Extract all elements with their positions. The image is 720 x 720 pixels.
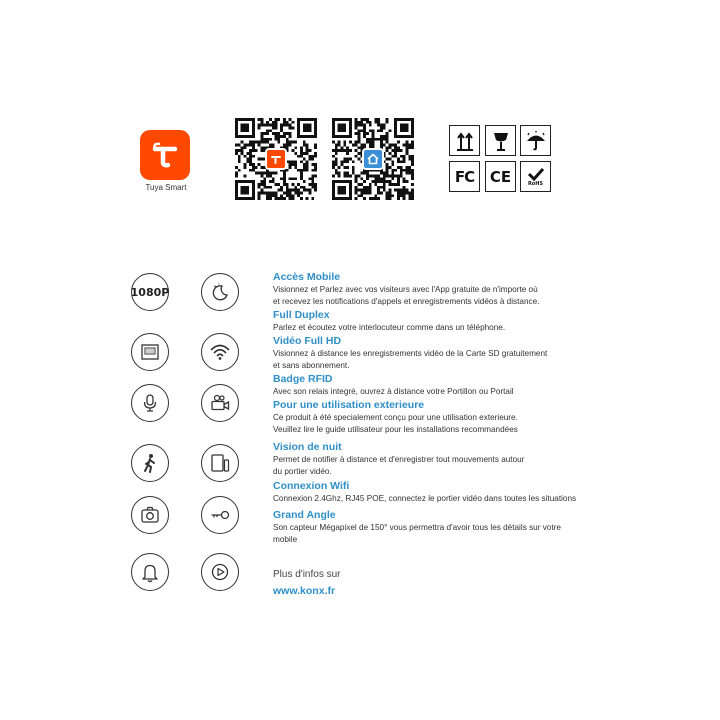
feature-description: Visionnez et Parlez avec vos visiteurs avec l'App gratuite de n'importe où et recevez les notifications d'appels et enregistrements vidéos à distance. bbox=[273, 285, 540, 306]
feature-item bbox=[273, 509, 613, 546]
website-link[interactable]: www.konx.fr bbox=[273, 585, 336, 597]
feature-description: Visionnez à distance les enregistrements vidéo de la Carte SD gratuitement et sans abonnement. bbox=[273, 349, 548, 370]
qr-finder-square bbox=[235, 180, 255, 200]
feature-description: Son capteur Mégapixel de 150° vous permettra d'avoir tous les détails sur votre mobile bbox=[273, 523, 561, 544]
feature-description: Permet de notifier à distance et d'enregistrer tout mouvements autour du portier vidéo. bbox=[273, 455, 525, 476]
key-icon bbox=[201, 496, 239, 534]
keep-dry-umbrella-icon bbox=[520, 125, 551, 156]
feature-description: Parlez et écoutez votre interlocuteur comme dans un téléphone. bbox=[273, 323, 506, 332]
1080p-icon: 1080P bbox=[131, 273, 169, 311]
microphone-icon bbox=[131, 384, 169, 422]
smartlife-qr-code bbox=[332, 118, 414, 205]
qr-finder-square bbox=[332, 180, 352, 200]
night-moon-icon bbox=[201, 273, 239, 311]
tablet-phone-icon bbox=[201, 444, 239, 482]
fc-mark: FC bbox=[449, 161, 480, 192]
feature-description: Ce produit à été specialement conçu pour une utilisation exterieure. Veuillez lire le guide utilisateur pour les installations recommandées bbox=[273, 413, 518, 434]
wifi-icon bbox=[201, 333, 239, 371]
rohs-mark: RoHS bbox=[520, 161, 551, 192]
feature-item bbox=[273, 373, 613, 398]
tuya-smart-logo bbox=[140, 130, 190, 180]
feature-title: Full Duplex bbox=[273, 309, 330, 321]
feature-item bbox=[273, 335, 613, 372]
feature-item bbox=[273, 480, 613, 505]
feature-title: Vision de nuit bbox=[273, 441, 342, 453]
home-icon bbox=[362, 148, 384, 170]
qr-finder-square bbox=[332, 118, 352, 138]
feature-title: Grand Angle bbox=[273, 509, 336, 521]
camera-icon bbox=[131, 496, 169, 534]
tuya-smart-label: Tuya Smart bbox=[145, 183, 187, 192]
feature-item bbox=[273, 309, 613, 334]
more-info-label: Plus d'infos sur bbox=[273, 569, 341, 580]
qr-finder-square bbox=[235, 118, 255, 138]
feature-title: Connexion Wifi bbox=[273, 480, 350, 492]
play-icon bbox=[201, 553, 239, 591]
feature-item bbox=[273, 399, 613, 436]
feature-title: Accès Mobile bbox=[273, 271, 341, 283]
qr-finder-square bbox=[394, 118, 414, 138]
feature-description: Connexion 2.4Ghz, RJ45 POE, connectez le portier vidéo dans toutes les situations bbox=[273, 494, 577, 503]
ethernet-port-icon bbox=[131, 333, 169, 371]
qr-finder-square bbox=[297, 118, 317, 138]
tuya-qr-code bbox=[235, 118, 317, 205]
ce-mark: CE bbox=[485, 161, 516, 192]
video-camera-icon bbox=[201, 384, 239, 422]
tuya-t-icon bbox=[265, 148, 287, 170]
features-list bbox=[273, 271, 613, 547]
feature-item bbox=[273, 271, 613, 308]
feature-description: Avec son relais integré, ouvrez à distance votre Portillon ou Portail bbox=[273, 387, 514, 396]
feature-title: Pour une utilisation exterieure bbox=[273, 399, 425, 411]
tuya-t-icon bbox=[148, 138, 182, 172]
feature-item bbox=[273, 441, 613, 478]
fragile-glass-icon bbox=[485, 125, 516, 156]
this-way-up-icon bbox=[449, 125, 480, 156]
bell-icon bbox=[131, 553, 169, 591]
feature-title: Vidéo Full HD bbox=[273, 335, 342, 347]
motion-walker-icon bbox=[131, 444, 169, 482]
feature-title: Badge RFID bbox=[273, 373, 333, 385]
